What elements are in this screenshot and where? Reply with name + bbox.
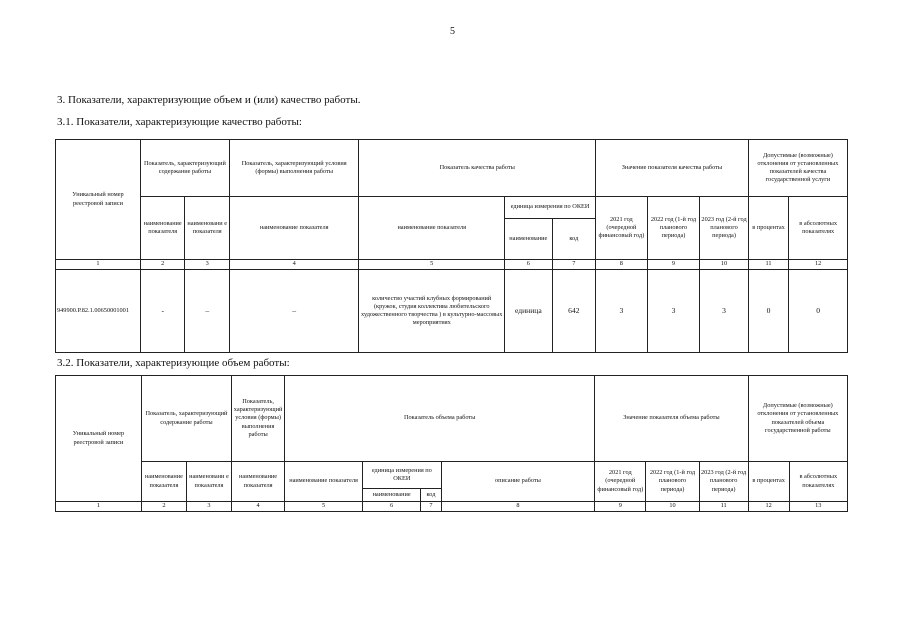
header-content-indicator: Показатель, характеризующий содержание работы: [140, 140, 229, 197]
column-number: 10: [700, 260, 749, 270]
column-number: 12: [748, 502, 789, 512]
content-value-1: -: [140, 270, 185, 353]
column-number: 6: [505, 260, 553, 270]
column-number: 8: [441, 502, 595, 512]
header-volume-values: Значение показателя объема работы: [595, 376, 749, 462]
column-number: 9: [647, 260, 700, 270]
value-2021: 3: [596, 270, 648, 353]
quality-table: [55, 139, 848, 353]
column-number: 4: [231, 502, 284, 512]
column-number: 2: [141, 502, 186, 512]
header-deviation: Допустимые (возможные) отклонения от установленных показателей качества государственной услуги: [748, 140, 847, 197]
column-number: 11: [748, 260, 788, 270]
value-2023: 3: [700, 270, 749, 353]
header-okei-name: наименование: [505, 219, 553, 260]
header-year-2022: 2022 год (1-й год планового периода): [647, 197, 700, 260]
registry-code: 949900.Р.82.1.00650001001: [56, 270, 141, 353]
header-year-2021: 2021 год (очередной финансовый год): [596, 197, 648, 260]
column-number: 3: [186, 502, 231, 512]
column-number: 4: [229, 260, 358, 270]
header-okei: единица измерения по ОКЕИ: [362, 462, 441, 489]
indicator-name: количество участий клубных формирований (кружок, студия коллектива любительского художественного творчества ) в культурно-массовых мероприятиях: [359, 270, 505, 353]
header-quality-values: Значение показателя качества работы: [596, 140, 749, 197]
column-number: 7: [552, 260, 596, 270]
column-number: 11: [699, 502, 748, 512]
column-number: 5: [359, 260, 505, 270]
deviation-absolute: 0: [789, 270, 848, 353]
unit-name: единица: [505, 270, 553, 353]
header-conditions-name: наименование показателя: [231, 462, 284, 502]
header-absolute: в абсолютных показателях: [789, 197, 848, 260]
header-description: описание работы: [441, 462, 595, 502]
header-content-name-2: наименовани е показателя: [186, 462, 231, 502]
header-okei: единица измерения по ОКЕИ: [505, 197, 596, 219]
deviation-percent: 0: [748, 270, 788, 353]
header-year-2021: 2021 год (очередной финансовый год): [595, 462, 646, 502]
header-content-name-1: наименование показателя: [140, 197, 185, 260]
column-number: 1: [56, 502, 142, 512]
header-absolute: в абсолютных показателях: [789, 462, 847, 502]
header-content-indicator: Показатель, характеризующий содержание работы: [141, 376, 231, 462]
header-year-2023: 2023 год (2-й год планового периода): [699, 462, 748, 502]
header-volume-indicator: Показатель объема работы: [285, 376, 595, 462]
header-percent: в процентах: [748, 462, 789, 502]
volume-table: [55, 375, 848, 512]
header-conditions-name: наименование показателя: [229, 197, 358, 260]
header-okei-code: код: [552, 219, 596, 260]
page-number: 5: [450, 26, 455, 37]
column-number: 13: [789, 502, 847, 512]
header-year-2022: 2022 год (1-й год планового периода): [646, 462, 699, 502]
conditions-value: –: [229, 270, 358, 353]
section-title: 3. Показатели, характеризующие объем и (или) качество работы.: [57, 94, 361, 106]
value-2022: 3: [647, 270, 700, 353]
column-number: 7: [421, 502, 441, 512]
header-content-name-2: наименовани е показателя: [185, 197, 230, 260]
column-number: 8: [596, 260, 648, 270]
header-content-name-1: наименование показателя: [141, 462, 186, 502]
header-conditions-indicator: Показатель, характеризующий условия (формы) выполнения работы: [231, 376, 284, 462]
quality-table-title: 3.1. Показатели, характеризующие качество работы:: [57, 116, 302, 128]
header-conditions-indicator: Показатель, характеризующий условия (формы) выполнения работы: [229, 140, 358, 197]
header-percent: в процентах: [748, 197, 788, 260]
column-number: 10: [646, 502, 699, 512]
header-volume-name: наименование показателя: [285, 462, 363, 502]
column-number: 2: [140, 260, 185, 270]
column-number: 5: [285, 502, 363, 512]
header-okei-code: код: [421, 489, 441, 502]
content-value-2: –: [185, 270, 230, 353]
header-deviation: Допустимые (возможные) отклонения от установленных показателей объема государственной работы: [748, 376, 847, 462]
column-number: 9: [595, 502, 646, 512]
table-row: [56, 270, 848, 353]
header-unique-number: Уникальный номер реестровой записи: [56, 140, 141, 260]
column-number: 6: [362, 502, 420, 512]
header-year-2023: 2023 год (2-й год планового периода): [700, 197, 749, 260]
header-quality-indicator: Показатель качества работы: [359, 140, 596, 197]
header-okei-name: наименование: [362, 489, 420, 502]
header-quality-name: наименование показателя: [359, 197, 505, 260]
okei-code: 642: [552, 270, 596, 353]
column-number: 12: [789, 260, 848, 270]
column-number: 3: [185, 260, 230, 270]
column-number: 1: [56, 260, 141, 270]
header-unique-number: Уникальный номер реестровой записи: [56, 376, 142, 502]
volume-table-title: 3.2. Показатели, характеризующие объем работы:: [57, 357, 290, 369]
